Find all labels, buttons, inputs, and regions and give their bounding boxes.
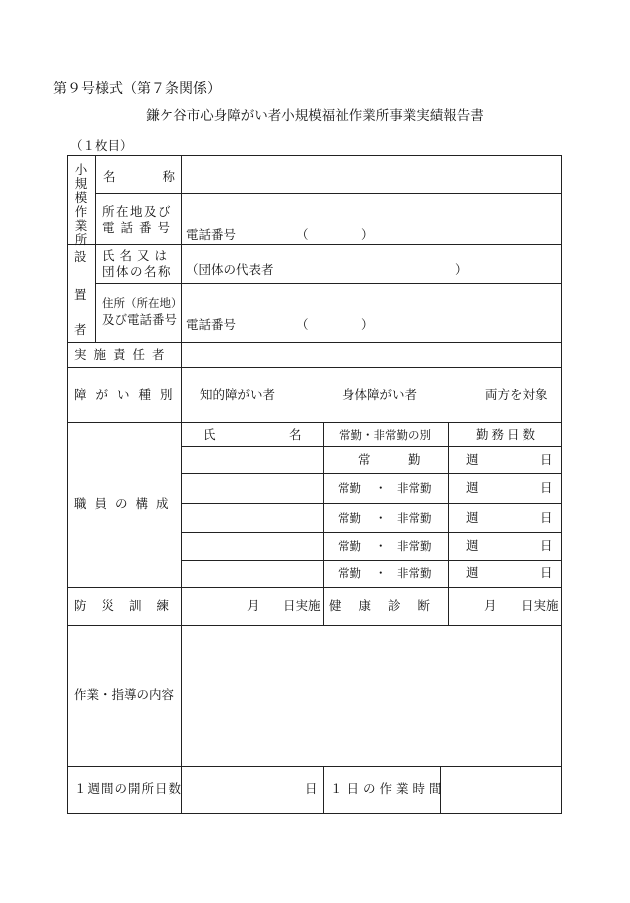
- staff-type-b: 非常勤: [397, 539, 432, 553]
- staff-type-b: 勤: [408, 452, 421, 467]
- staff-type-a: 常勤: [338, 566, 361, 580]
- disability-option-intellectual: 知的障がい者: [200, 387, 276, 402]
- form-title: 鎌ケ谷市心身障がい者小規模福祉作業所事業実績報告書: [146, 108, 484, 124]
- staff-col-type: 常勤・非常勤の別: [339, 428, 431, 442]
- founder-representative-close: ）: [455, 262, 468, 277]
- founder-phone-paren-close: ）: [361, 317, 374, 332]
- founder-section-label-1: 設: [74, 249, 87, 264]
- staff-type-a: 常: [358, 452, 371, 467]
- staff-day: 日: [540, 480, 553, 495]
- staff-type-a: 常勤: [338, 539, 361, 553]
- open-days-unit: 日: [305, 781, 318, 796]
- founder-name-label-1: 氏名又は: [102, 248, 173, 263]
- founder-address-label-2: 及び電話番号: [102, 312, 178, 327]
- workplace-phone-paren-close: ）: [361, 227, 374, 242]
- disability-option-both: 両方を対象: [485, 387, 548, 402]
- staff-day: 日: [540, 452, 553, 467]
- disability-option-physical: 身体障がい者: [342, 387, 418, 402]
- staff-day: 日: [540, 538, 553, 553]
- staff-type-sep: ・: [375, 539, 387, 553]
- founder-representative-label: （団体の代表者: [186, 262, 274, 277]
- open-days-label: １週間の開所日数: [74, 781, 183, 796]
- workplace-name-label-a: 名: [103, 169, 116, 184]
- staff-week: 週: [466, 565, 479, 580]
- founder-section-label-2: 置: [74, 287, 87, 302]
- work-content-label: 作業・指導の内容: [74, 687, 175, 702]
- workplace-phone-paren-open: （: [296, 227, 309, 242]
- sheet-number: （１枚目）: [70, 138, 133, 153]
- drill-label: 防災訓練: [74, 598, 185, 613]
- work-hours-label: １日の作業時間: [330, 781, 446, 796]
- staff-col-name-first: 氏: [203, 427, 216, 442]
- staff-type-b: 非常勤: [397, 481, 432, 495]
- staff-day: 日: [540, 565, 553, 580]
- staff-day: 日: [540, 510, 553, 525]
- staff-week: 週: [466, 538, 479, 553]
- staff-col-days: 勤務日数: [476, 427, 539, 442]
- health-day-done: 日実施: [521, 598, 559, 613]
- staff-type-a: 常勤: [338, 481, 361, 495]
- workplace-name-label-b: 称: [162, 169, 175, 184]
- workplace-phone-label: 電話番号: [186, 227, 237, 242]
- founder-address-label-1: 住所（所在地）: [102, 296, 183, 310]
- responsible-label: 実施責任者: [74, 347, 172, 362]
- staff-type-sep: ・: [375, 511, 387, 525]
- founder-phone-paren-open: （: [296, 317, 309, 332]
- drill-day-done: 日実施: [283, 598, 321, 613]
- workplace-address-label-2: 電話番号: [102, 220, 177, 235]
- drill-month: 月: [247, 598, 260, 613]
- staff-type-sep: ・: [375, 481, 387, 495]
- disability-label: 障がい種別: [74, 387, 182, 402]
- health-month: 月: [484, 598, 497, 613]
- staff-col-name-last: 名: [289, 427, 302, 442]
- workplace-name-label: [103, 167, 175, 185]
- staff-week: 週: [466, 480, 479, 495]
- staff-type-b: 非常勤: [397, 566, 432, 580]
- staff-type-sep: ・: [375, 566, 387, 580]
- staff-week: 週: [466, 452, 479, 467]
- founder-name-label-2: 団体の名称: [102, 264, 173, 279]
- health-label: 健康診断: [329, 598, 448, 613]
- workplace-address-label-1: 所在地及び: [102, 204, 173, 219]
- staff-type-b: 非常勤: [397, 511, 432, 525]
- staff-label: 職員の構成: [74, 496, 177, 511]
- founder-phone-label: 電話番号: [186, 317, 237, 332]
- founder-section-label-3: 者: [74, 322, 87, 337]
- form-number: 第９号様式（第７条関係）: [53, 81, 221, 97]
- staff-week: 週: [466, 510, 479, 525]
- workplace-section-label: 小規模作業所: [74, 162, 88, 247]
- staff-type-a: 常勤: [338, 511, 361, 525]
